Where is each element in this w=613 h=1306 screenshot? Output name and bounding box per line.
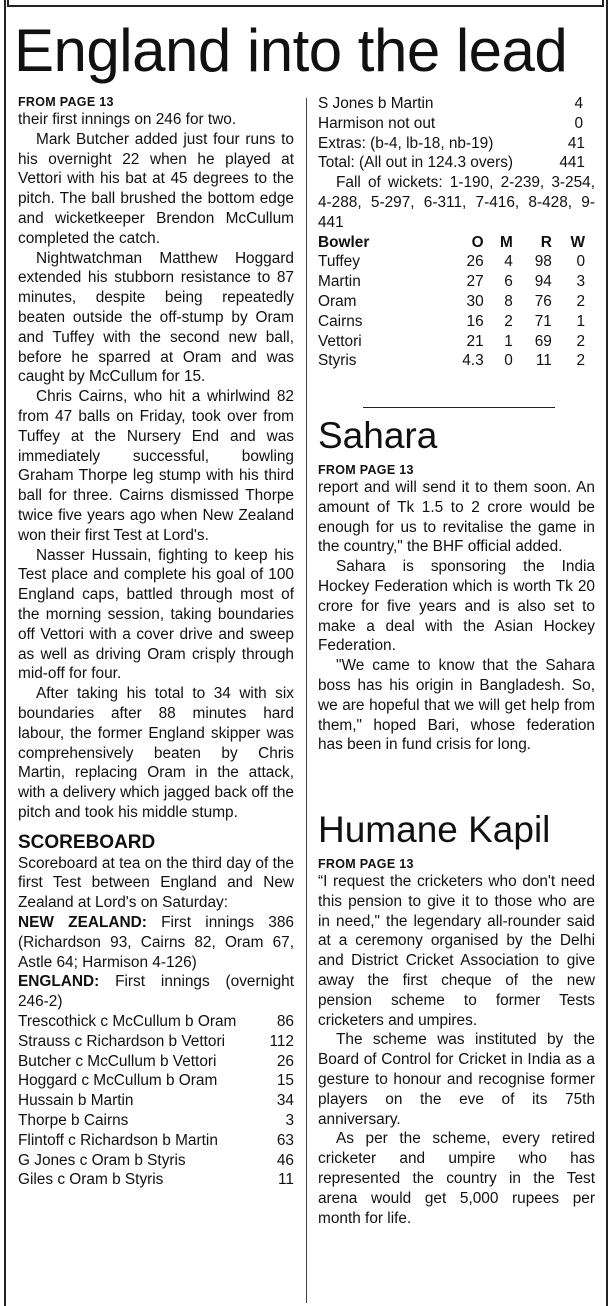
- batsman-name: Strauss c Richardson b Vettori: [18, 1032, 226, 1050]
- runs-cell: 76: [534, 292, 552, 310]
- batting-row: [18, 1032, 294, 1052]
- kapil-paragraph: “I request the cricketers who don't need this pension to give it to those who are in need," the legendary all-rounder said at a ceremony organised by the Delhi and District Cricket Association to give away the first cheque of the new pension scheme to former Tests cricketers and umpires.: [318, 873, 595, 1029]
- maidens-cell: 8: [504, 292, 513, 310]
- batsman-name: G Jones c Oram b Styris: [18, 1151, 186, 1169]
- batting-row: [318, 153, 595, 173]
- bowling-row: [318, 312, 585, 332]
- article-paragraph: Nightwatchman Matthew Hoggard extended his stubborn resistance to 87 minutes, despite being repeatedly beaten outside the off-stump by Oram and Tuffey with the second new ball, before he sparred at Oram and was caught by McCullum for 15.: [18, 249, 294, 386]
- wickets-cell: 2: [576, 352, 585, 370]
- bowling-row: [318, 351, 585, 371]
- runs-cell: 71: [534, 312, 552, 330]
- page-border-left: [4, 0, 6, 1306]
- sahara-paragraph: report and will send it to them soon. An amount of Tk 1.5 to 2 crore would be enough for us to revitalise the game in the country," the BHF official added.: [318, 479, 595, 556]
- batsman-name: Giles c Oram b Styris: [18, 1171, 164, 1189]
- kapil-headline: Humane Kapil: [318, 809, 551, 850]
- section-separator: [363, 407, 555, 408]
- eng-label: ENGLAND:: [18, 973, 100, 991]
- bowler-name: Tuffey: [318, 253, 360, 271]
- batting-row: [18, 1151, 294, 1171]
- runs-cell: 11: [535, 352, 552, 370]
- article-paragraph: Mark Butcher added just four runs to his overnight 22 when he played at Vettori with his bat at 45 degrees to the pitch. The ball brushed the bottom edge and wicketkeeper Brendon McCullum completed the catch.: [18, 130, 294, 247]
- article-paragraph: their first innings on 246 for two.: [18, 111, 237, 128]
- batsman-name: Thorpe b Cairns: [18, 1112, 129, 1130]
- batting-row: [318, 94, 595, 114]
- maidens-cell: 1: [504, 332, 513, 350]
- batsman-name: S Jones b Martin: [318, 95, 434, 112]
- sahara-paragraph: Sahara is sponsoring the India Hockey Federation which is worth Tk 20 crore for five years and is also set to make a deal with the Asian Hockey Federation.: [318, 558, 595, 655]
- wickets-cell: 2: [576, 292, 585, 310]
- main-headline: England into the lead: [14, 17, 568, 84]
- overs-cell: 27: [466, 273, 484, 291]
- overs-cell: 4.3: [462, 352, 484, 370]
- maidens-cell: 0: [504, 352, 513, 370]
- overs-cell: 26: [466, 253, 484, 271]
- batsman-runs: 15: [276, 1072, 294, 1090]
- batsman-runs: 112: [269, 1032, 294, 1050]
- batsman-runs: 46: [276, 1151, 294, 1169]
- wickets-header: W: [570, 233, 585, 251]
- batsman-runs: 0: [574, 114, 583, 132]
- scoreboard-heading: SCOREBOARD: [18, 831, 156, 853]
- top-frame: [7, 0, 604, 7]
- wickets-cell: 1: [576, 312, 585, 330]
- right-column-scoreboard: [318, 94, 595, 371]
- left-column: [18, 95, 294, 1190]
- nz-label: NEW ZEALAND:: [18, 914, 147, 932]
- column-divider: [306, 98, 307, 1303]
- runs-cell: 94: [534, 273, 552, 291]
- nz-text: First innings 386 (Richardson 93, Cairns 82, Oram 67, Astle 64; Harmison 4-126): [18, 914, 294, 971]
- batting-list-left: [18, 1012, 294, 1190]
- maidens-header: M: [500, 233, 513, 251]
- batsman-runs: 4: [574, 95, 583, 112]
- eng-text: First innings (overnight 246-2): [18, 973, 294, 1011]
- kapil-article: [318, 857, 595, 1228]
- article-paragraph: Nasser Hussain, fighting to keep his Test place and complete his goal of 100 England caps, battled through most of the morning session, taking boundaries off Vettori with a cover drive and sweep as well as driving Oram crisply through mid-off for four.: [18, 546, 294, 683]
- overs-cell: 21: [466, 332, 484, 350]
- bowler-name: Vettori: [318, 332, 362, 350]
- batsman-name: Flintoff c Richardson b Martin: [18, 1131, 218, 1149]
- maidens-cell: 4: [504, 253, 513, 271]
- fall-of-wickets: Fall of wickets: 1-190, 2-239, 3-254, 4-288, 5-297, 6-311, 7-416, 8-428, 9-441: [318, 174, 595, 231]
- runs-cell: 98: [534, 253, 552, 271]
- sahara-paragraph: "We came to know that the Sahara boss has his origin in Bangladesh. So, we are hopeful that we will get help from them," hoped Bari, whose federation has been in fund crisis for long.: [318, 657, 595, 754]
- bowler-name: Cairns: [318, 312, 363, 330]
- maidens-cell: 6: [504, 273, 513, 291]
- bowling-header-row: [318, 233, 585, 253]
- bowler-name: Styris: [318, 352, 357, 370]
- batting-row: [18, 1012, 294, 1032]
- page-border-right: [606, 0, 608, 1306]
- batsman-name: Harmison not out: [318, 114, 436, 132]
- batsman-runs: 34: [276, 1092, 294, 1110]
- overs-header: O: [471, 233, 484, 251]
- batting-row: [18, 1111, 294, 1131]
- batting-row: [18, 1071, 294, 1091]
- kapil-paragraph: As per the scheme, every retired cricketer and umpire who has represented the country in the Test arena would get 5,000 rupees per month for life.: [318, 1130, 595, 1227]
- sahara-kicker: FROM PAGE 13: [318, 463, 414, 477]
- wickets-cell: 0: [576, 253, 585, 271]
- scoreboard-intro: Scoreboard at tea on the third day of the first Test between England and New Zealand at Lord's on Saturday:: [18, 854, 294, 912]
- maidens-cell: 2: [504, 312, 513, 330]
- kicker-main: FROM PAGE 13: [18, 95, 114, 109]
- bowling-row: [318, 332, 585, 352]
- batsman-runs: 441: [559, 154, 585, 172]
- batsman-name: Hoggard c McCullum b Oram: [18, 1072, 218, 1090]
- bowling-row: [318, 292, 585, 312]
- kapil-kicker: FROM PAGE 13: [318, 857, 414, 871]
- nz-innings: [18, 913, 294, 972]
- bowler-name: Oram: [318, 292, 357, 310]
- bowling-table: [318, 233, 585, 372]
- batting-row: [318, 114, 595, 134]
- batsman-name: Extras: (b-4, lb-18, nb-19): [318, 134, 494, 152]
- batsman-runs: 63: [276, 1131, 294, 1149]
- batting-row: [18, 1052, 294, 1072]
- batsman-name: Butcher c McCullum b Vettori: [18, 1052, 217, 1070]
- sahara-headline: Sahara: [318, 415, 438, 456]
- article-paragraph: Chris Cairns, who hit a whirlwind 82 from 47 balls on Friday, took over from Tuffey at the Nursery End and was immediately successful, bowling Graham Thorpe leg stump with his third ball for three. Cairns dismissed Thorpe twice five years ago when New Zealand won their first Test at Lord's.: [18, 388, 294, 544]
- sahara-article: [318, 463, 595, 755]
- batsman-runs: 3: [285, 1112, 294, 1130]
- wickets-cell: 2: [576, 332, 585, 350]
- batsman-name: Trescothick c McCullum b Oram: [18, 1013, 237, 1031]
- batsman-runs: 26: [276, 1052, 294, 1070]
- batsman-runs: 41: [567, 134, 585, 152]
- bowling-row: [318, 272, 585, 292]
- bowler-name: Martin: [318, 273, 361, 291]
- bowling-row: [318, 252, 585, 272]
- kapil-paragraph: The scheme was instituted by the Board of Control for Cricket in India as a gesture to honour and recognise former players on the eve of its 75th anniversary.: [318, 1031, 595, 1128]
- batsman-runs: 11: [278, 1171, 294, 1189]
- batting-row: [18, 1091, 294, 1111]
- bowler-header: Bowler: [318, 233, 370, 251]
- batting-row: [18, 1131, 294, 1151]
- runs-cell: 69: [534, 332, 552, 350]
- batting-row: [18, 1170, 294, 1190]
- article-paragraph: After taking his total to 34 with six boundaries after 88 minutes hard labour, the former England skipper was comprehensively beaten by Chris Martin, replacing Oram in the attack, with a delivery which jagged back off the pitch and took his middle stump.: [18, 685, 294, 821]
- overs-cell: 16: [466, 312, 484, 330]
- batting-row: [318, 134, 595, 154]
- batsman-name: Hussain b Martin: [18, 1092, 134, 1110]
- batsman-name: Total: (All out in 124.3 overs): [318, 154, 514, 172]
- runs-header: R: [540, 233, 552, 251]
- batsman-runs: 86: [276, 1013, 294, 1031]
- wickets-cell: 3: [576, 273, 585, 291]
- batting-list-right: [318, 94, 595, 173]
- overs-cell: 30: [466, 292, 484, 310]
- eng-innings: [18, 972, 294, 1012]
